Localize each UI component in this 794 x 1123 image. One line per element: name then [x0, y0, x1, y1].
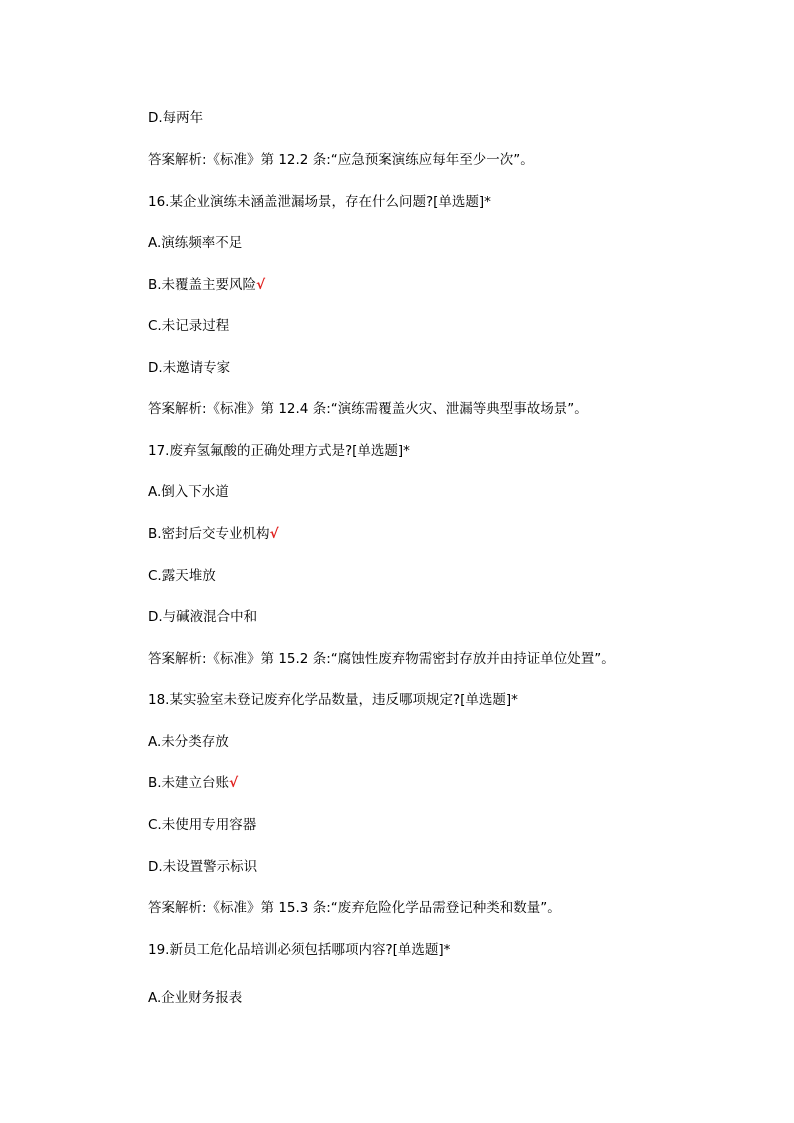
option-b-q18: B.未建立台账√	[148, 775, 239, 791]
option-c-q18: C.未使用专用容器	[148, 817, 257, 833]
question-16: 16.某企业演练未涵盖泄漏场景，存在什么问题?[单选题]*	[148, 194, 491, 210]
option-a-q19: A.企业财务报表	[148, 990, 243, 1006]
question-17: 17.废弃氢氟酸的正确处理方式是?[单选题]*	[148, 443, 410, 459]
question-19: 19.新员工危化品培训必须包括哪项内容?[单选题]*	[148, 942, 451, 958]
option-a-q16: A.演练频率不足	[148, 235, 243, 251]
question-18: 18.某实验室未登记废弃化学品数量，违反哪项规定?[单选题]*	[148, 692, 518, 708]
answer-explanation-q18: 答案解析:《标准》第 15.3 条:“废弃危险化学品需登记种类和数量”。	[148, 900, 561, 916]
option-b-q17: B.密封后交专业机构√	[148, 526, 279, 542]
correct-check-mark: √	[256, 277, 266, 293]
option-d-q18: D.未设置警示标识	[148, 859, 258, 875]
option-d-q17: D.与碱液混合中和	[148, 609, 258, 625]
correct-check-mark: √	[269, 526, 279, 542]
option-c-q16: C.未记录过程	[148, 318, 230, 334]
answer-explanation-q17: 答案解析:《标准》第 15.2 条:“腐蚀性废弃物需密封存放并由持证单位处置”。	[148, 651, 615, 667]
option-c-q17: C.露天堆放	[148, 568, 216, 584]
option-d-q15: D.每两年	[148, 110, 204, 126]
correct-check-mark: √	[229, 775, 239, 791]
option-a-q17: A.倒入下水道	[148, 484, 229, 500]
answer-explanation-q16: 答案解析:《标准》第 12.4 条:“演练需覆盖火灾、泄漏等典型事故场景”。	[148, 401, 588, 417]
option-b-q16: B.未覆盖主要风险√	[148, 277, 266, 293]
answer-explanation-q15: 答案解析:《标准》第 12.2 条:“应急预案演练应每年至少一次”。	[148, 152, 534, 168]
option-a-q18: A.未分类存放	[148, 734, 229, 750]
option-d-q16: D.未邀请专家	[148, 360, 231, 376]
